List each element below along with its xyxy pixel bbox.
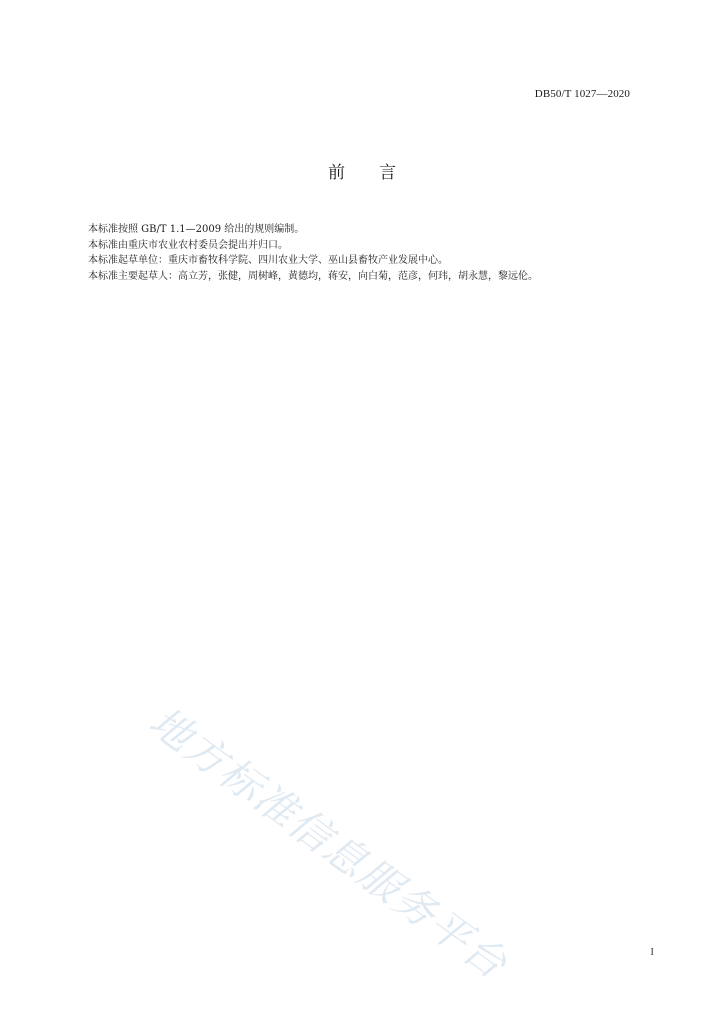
- page-title: [0, 158, 724, 183]
- watermark: 地方标准信息服务平台: [140, 697, 517, 989]
- title-char-1: 前: [328, 163, 345, 183]
- document-code: DB50/T 1027—2020: [534, 88, 630, 100]
- title-char-2: 言: [379, 163, 396, 183]
- body-line: 本标准按照 GB/T 1.1—2009 给出的规则编制。: [88, 224, 305, 235]
- page-number: I: [650, 946, 654, 958]
- body-line: 本标准主要起草人：高立芳，张健，周树峰，黄德均，蒋安，向白菊，范彦，何玮，胡永慧，黎远伦。: [88, 270, 538, 282]
- body-line: 本标准起草单位：重庆市畜牧科学院、四川农业大学、巫山县畜牧产业发展中心。: [88, 255, 448, 266]
- body-line: 本标准由重庆市农业农村委员会提出并归口。: [88, 239, 288, 251]
- foreword-body: [88, 222, 668, 284]
